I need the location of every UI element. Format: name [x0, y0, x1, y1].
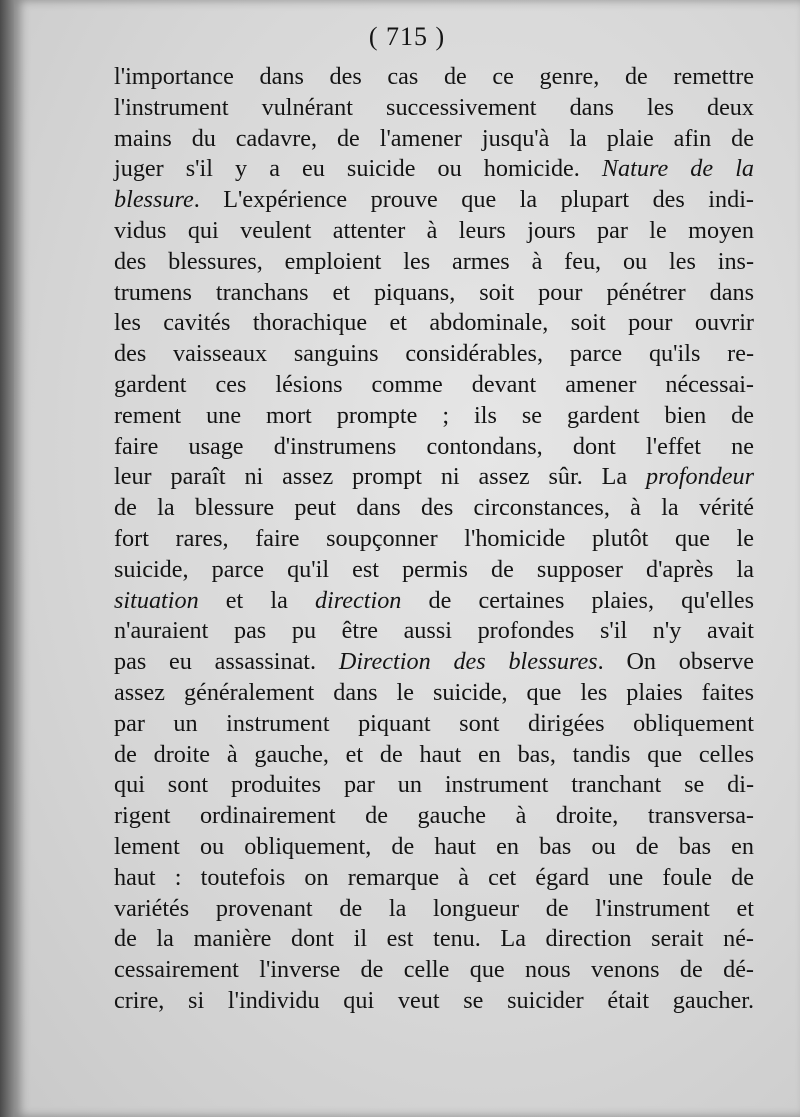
italic-run: Direction des blessures	[338, 648, 598, 676]
text-line: cessairement l'inverse de celle que nous venons de dé-	[114, 956, 754, 984]
text-line: des blessures, emploient les armes à feu, ou les ins-	[114, 247, 754, 275]
text-line: de droite à gauche, et de haut en bas, tandis que celles	[114, 740, 754, 768]
text-line	[114, 154, 754, 185]
text-line: de la manière dont il est tenu. La direction serait né-	[114, 925, 754, 953]
text-run: et la	[198, 586, 315, 614]
text-line: par un instrument piquant sont dirigées obliquement	[114, 709, 754, 737]
text-line: l'instrument vulnérant successivement dans les deux	[114, 93, 754, 121]
text-line: assez généralement dans le suicide, que les plaies faites	[114, 678, 754, 706]
text-line: suicide, parce qu'il est permis de supposer d'après la	[114, 555, 754, 583]
text-line: gardent ces lésions comme devant amener nécessai-	[114, 370, 754, 398]
text-line: haut : toutefois on remarque à cet égard une foule de	[114, 863, 754, 891]
text-line: vidus qui veulent attenter à leurs jours par le moyen	[114, 216, 754, 244]
text-run: juger s'il y a eu suicide ou homicide.	[114, 155, 602, 183]
page-number: ( 715 )	[368, 22, 446, 51]
text-line: lement ou obliquement, de haut en bas ou de bas en	[114, 832, 754, 860]
text-line: qui sont produites par un instrument tranchant se di-	[114, 771, 754, 799]
italic-run: situation	[114, 586, 199, 614]
italic-run: direction	[314, 586, 402, 614]
text-line: mains du cadavre, de l'amener jusqu'à la plaie afin de	[114, 124, 754, 152]
text-line: variétés provenant de la longueur de l'instrument et	[114, 894, 754, 922]
text-run: de certaines plaies, qu'elles	[401, 586, 754, 614]
text-line: les cavités thorachique et abdominale, soit pour ouvrir	[114, 309, 754, 337]
text-line: trumens tranchans et piquans, soit pour pénétrer dans	[114, 278, 754, 306]
text-line	[114, 185, 754, 216]
italic-run: Nature de la	[601, 155, 755, 183]
text-run: pas eu assassinat.	[114, 648, 339, 676]
body-text	[114, 62, 754, 1017]
text-line: rement une mort prompte ; ils se gardent bien de	[114, 401, 754, 429]
text-line: crire, si l'individu qui veut se suicider était gaucher.	[114, 986, 754, 1014]
text-run: . L'expérience prouve que la plupart des indi-	[193, 186, 754, 214]
text-line: de la blessure peut dans des circonstances, à la vérité	[114, 494, 754, 522]
text-line	[114, 462, 754, 493]
text-run: leur paraît ni assez prompt ni assez sûr. La	[114, 463, 647, 491]
text-line: l'importance dans des cas de ce genre, de remettre	[114, 63, 754, 90]
text-run: . On observe	[597, 648, 754, 676]
text-line: rigent ordinairement de gauche à droite, transversa-	[114, 802, 754, 830]
book-page	[14, 0, 800, 1117]
text-line: faire usage d'instrumens contondans, dont l'effet ne	[114, 432, 754, 460]
italic-run: blessure	[114, 186, 194, 214]
text-line	[114, 647, 754, 678]
text-line: n'auraient pas pu être aussi profondes s'il n'y avait	[114, 617, 754, 645]
text-line: fort rares, faire soupçonner l'homicide plutôt que le	[114, 524, 754, 552]
text-line: des vaisseaux sanguins considérables, parce qu'ils re-	[114, 340, 754, 368]
text-line	[114, 586, 754, 617]
italic-run: profondeur	[646, 463, 754, 491]
page-binding-edge	[0, 0, 14, 1117]
